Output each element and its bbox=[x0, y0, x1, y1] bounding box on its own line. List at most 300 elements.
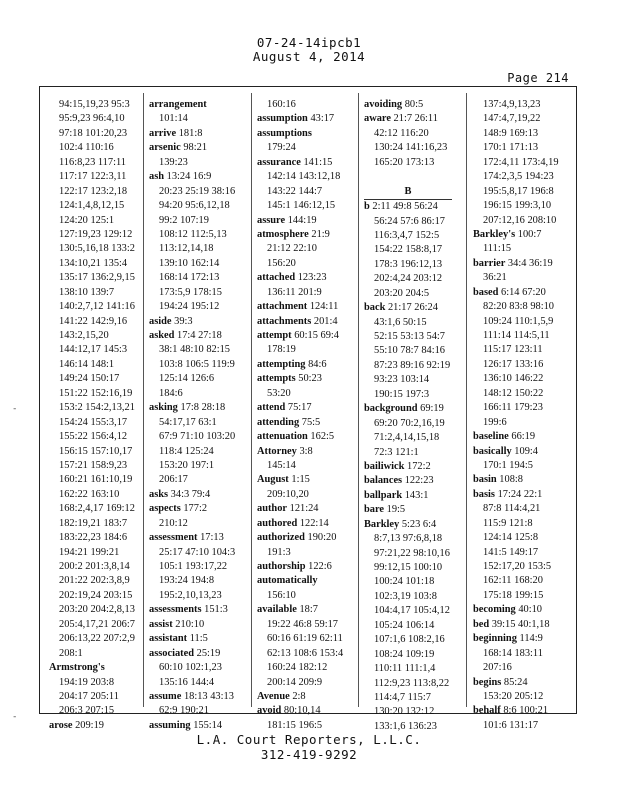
index-term: avoid bbox=[257, 705, 282, 717]
page-line-references: 172:2 bbox=[407, 460, 431, 472]
index-line bbox=[364, 575, 452, 589]
page-line-references: 104:4,17 105:4,12 bbox=[374, 605, 450, 617]
page-line-references: 71:2,4,14,15,18 bbox=[374, 432, 440, 444]
page-line-references: 113:12,14,18 bbox=[159, 243, 214, 255]
index-line bbox=[364, 619, 452, 633]
index-line bbox=[257, 170, 343, 184]
page-line-references: 116:8,23 117:11 bbox=[59, 156, 126, 168]
index-term: available bbox=[257, 604, 297, 616]
reporter-phone: 312-419-9292 bbox=[260, 747, 358, 762]
page-line-references: 160:16 bbox=[267, 99, 296, 110]
page-line-references: 85:24 bbox=[503, 676, 528, 688]
index-line bbox=[149, 647, 235, 661]
page-line-references: 94:20 95:6,12,18 bbox=[159, 200, 230, 212]
index-line bbox=[364, 431, 452, 445]
index-line bbox=[257, 704, 343, 718]
page-line-references: 111:15 bbox=[483, 243, 512, 255]
page-line-references: 148:9 169:13 bbox=[483, 127, 539, 139]
index-line bbox=[473, 214, 559, 228]
page-line-references: 97:18 101:20,23 bbox=[59, 127, 128, 139]
index-line bbox=[257, 242, 343, 256]
page-line-references: 42:12 116:20 bbox=[374, 127, 429, 139]
index-term: basin bbox=[473, 474, 497, 486]
page-line-references: 110:11 111:1,4 bbox=[374, 663, 436, 675]
index-line bbox=[257, 387, 343, 401]
index-line bbox=[149, 156, 235, 170]
page-line-references: 107:1,6 108:2,16 bbox=[374, 634, 445, 646]
page-line-references: 93:23 103:14 bbox=[374, 374, 430, 386]
page-line-references: 203:20 204:5 bbox=[374, 287, 430, 299]
index-line bbox=[49, 574, 135, 588]
page-line-references: 156:10 bbox=[267, 589, 296, 601]
index-line bbox=[49, 170, 135, 184]
index-line bbox=[257, 445, 343, 459]
page-line-references: 66:19 bbox=[511, 431, 536, 443]
index-line bbox=[473, 473, 559, 487]
page-line-references: 103:8 106:5 119:9 bbox=[159, 358, 235, 370]
page-line-references: 206:17 bbox=[159, 474, 188, 486]
page-line-references: 69:20 70:2,16,19 bbox=[374, 417, 445, 429]
page-line-references: 124:14 125:8 bbox=[483, 532, 539, 544]
page-line-references: 203:20 204:2,8,13 bbox=[59, 604, 135, 616]
index-line bbox=[149, 676, 235, 690]
index-line bbox=[149, 704, 235, 718]
index-term: arsenic bbox=[149, 142, 181, 154]
index-line bbox=[473, 517, 559, 531]
index-line bbox=[149, 141, 235, 155]
index-line bbox=[364, 112, 452, 126]
index-line bbox=[149, 618, 235, 632]
page-line-references: 67:9 71:10 103:20 bbox=[159, 431, 236, 443]
page-line-references: 209:19 bbox=[75, 719, 104, 731]
index-line bbox=[149, 690, 235, 704]
page-line-references: 201:22 202:3,8,9 bbox=[59, 575, 130, 587]
index-line bbox=[473, 156, 559, 170]
index-line bbox=[49, 430, 135, 444]
index-line bbox=[257, 574, 343, 588]
page-line-references: 153:20 205:12 bbox=[483, 690, 544, 702]
index-term: back bbox=[364, 302, 386, 314]
page-line-references: 108:12 112:5,13 bbox=[159, 228, 227, 240]
page-line-references: 19:5 bbox=[386, 504, 406, 516]
page-line-references: 115:17 123:11 bbox=[483, 344, 543, 356]
page-line-references: 121:24 bbox=[289, 503, 319, 515]
index-line bbox=[49, 372, 135, 386]
page-line-references: 108:24 109:19 bbox=[374, 648, 435, 660]
index-line bbox=[149, 185, 235, 199]
index-line bbox=[257, 315, 343, 329]
page-line-references: 126:17 133:16 bbox=[483, 358, 544, 370]
page-line-references: 135:16 144:4 bbox=[159, 676, 215, 688]
index-line bbox=[364, 460, 452, 474]
index-line bbox=[149, 574, 235, 588]
index-line bbox=[473, 127, 559, 141]
index-line bbox=[49, 531, 135, 545]
index-line bbox=[364, 547, 452, 561]
scan-mark: - bbox=[12, 712, 18, 722]
page-line-references: 62:13 108:6 153:4 bbox=[267, 647, 344, 659]
index-term: baseline bbox=[473, 431, 509, 443]
index-line bbox=[257, 430, 343, 444]
index-term: assuming bbox=[149, 719, 191, 731]
index-term: arrive bbox=[149, 127, 177, 139]
page-line-references: 122:23 bbox=[404, 475, 434, 487]
page-line-references: 60:15 69:4 bbox=[294, 330, 339, 341]
page-line-references: 160:21 161:10,19 bbox=[59, 474, 133, 486]
column-divider bbox=[466, 93, 467, 707]
page-line-references: 52:15 53:13 54:7 bbox=[374, 331, 446, 342]
page-line-references: 122:6 bbox=[308, 561, 332, 572]
page-line-references: 80:5 bbox=[404, 99, 424, 110]
index-term: assure bbox=[257, 214, 286, 226]
index-line bbox=[257, 560, 343, 574]
index-line bbox=[257, 473, 343, 487]
page-line-references: 21:9 bbox=[311, 228, 330, 240]
page-line-references: 145:14 bbox=[267, 459, 296, 471]
page-line-references: 17:24 22:1 bbox=[497, 488, 543, 500]
index-line bbox=[257, 141, 343, 155]
index-line bbox=[49, 98, 135, 112]
index-line bbox=[257, 257, 343, 271]
page-line-references: 116:3,4,7 152:5 bbox=[374, 229, 440, 241]
page-line-references: 100:7 bbox=[517, 228, 542, 240]
index-line bbox=[364, 590, 452, 604]
index-term: attachment bbox=[257, 301, 308, 313]
index-line bbox=[49, 141, 135, 155]
index-line bbox=[473, 445, 559, 459]
index-line bbox=[49, 603, 135, 617]
index-line bbox=[364, 705, 452, 719]
index-line bbox=[364, 677, 452, 691]
page-line-references: 101:14 bbox=[159, 113, 188, 125]
page-line-references: 136:10 146:22 bbox=[483, 373, 544, 385]
index-term: atmosphere bbox=[257, 228, 309, 240]
page-line-references: 2:8 bbox=[292, 690, 306, 702]
page-line-references: 124:1,4,8,12,15 bbox=[59, 200, 125, 212]
index-line bbox=[149, 257, 235, 271]
index-table bbox=[39, 86, 577, 732]
index-term: beginning bbox=[473, 633, 517, 645]
index-line bbox=[257, 531, 343, 545]
index-line bbox=[473, 661, 559, 675]
index-line bbox=[149, 560, 235, 574]
page-line-references: 137:4,9,13,23 bbox=[483, 99, 541, 110]
index-line bbox=[149, 531, 235, 545]
index-term: attend bbox=[257, 402, 286, 414]
column-divider bbox=[251, 93, 252, 707]
page-line-references: 21:7 26:11 bbox=[393, 113, 438, 125]
page-line-references: 54:17,17 63:1 bbox=[159, 416, 217, 428]
page-line-references: 97:21,22 98:10,16 bbox=[374, 547, 450, 559]
index-line bbox=[49, 647, 135, 661]
page-line-references: 207:12,16 208:10 bbox=[483, 214, 557, 226]
index-line bbox=[257, 647, 343, 661]
page-line-references: 94:15,19,23 95:3 bbox=[59, 99, 130, 110]
page-line-references: 101:6 131:17 bbox=[483, 719, 539, 731]
index-line bbox=[257, 343, 343, 357]
page-line-references: 178:3 196:12,13 bbox=[374, 258, 443, 270]
index-line bbox=[473, 430, 559, 444]
page-line-references: 98:21 bbox=[183, 142, 208, 154]
page-line-references: 144:19 bbox=[287, 214, 317, 226]
page-line-references: 18:7 bbox=[299, 604, 318, 616]
index-line bbox=[149, 632, 235, 646]
page-line-references: 134:10,21 135:4 bbox=[59, 257, 128, 269]
index-line bbox=[257, 661, 343, 675]
page-line-references: 8:6 100:21 bbox=[503, 705, 549, 717]
index-line bbox=[49, 416, 135, 430]
page-line-references: 1:15 bbox=[291, 474, 310, 486]
page-line-references: 154:24 155:3,17 bbox=[59, 416, 128, 428]
index-line bbox=[257, 214, 343, 228]
page-line-references: 144:12,17 145:3 bbox=[59, 344, 128, 356]
index-line bbox=[257, 632, 343, 646]
page-line-references: 102:3,19 103:8 bbox=[374, 590, 437, 602]
index-line bbox=[49, 502, 135, 516]
index-line bbox=[49, 286, 135, 300]
index-line bbox=[257, 156, 343, 170]
page-line-references: 140:2,7,12 141:16 bbox=[59, 301, 135, 313]
index-line bbox=[364, 287, 452, 301]
page-line-references: 130:5,16,18 133:2 bbox=[59, 243, 135, 255]
index-term: begins bbox=[473, 676, 502, 688]
page-line-references: 111:14 114:5,11 bbox=[483, 330, 550, 341]
index-line bbox=[364, 633, 452, 647]
page-line-references: 155:22 156:4,12 bbox=[59, 431, 128, 443]
index-line bbox=[364, 532, 452, 546]
index-line bbox=[149, 372, 235, 386]
index-term: attachments bbox=[257, 315, 312, 327]
page-line-references: 135:17 136:2,9,15 bbox=[59, 272, 135, 284]
index-term: assumption bbox=[257, 113, 308, 125]
page-line-references: 39:3 bbox=[174, 315, 193, 327]
index-line bbox=[364, 258, 452, 272]
reporter-company: L.A. Court Reporters, L.L.C. bbox=[196, 732, 422, 747]
page-line-references: 11:5 bbox=[189, 633, 208, 645]
scan-mark: - bbox=[12, 404, 18, 414]
index-line bbox=[257, 502, 343, 516]
page-line-references: 145:1 146:12,15 bbox=[267, 200, 336, 212]
page-line-references: 43:1,6 50:15 bbox=[374, 316, 427, 328]
page-line-references: 34:4 36:19 bbox=[507, 257, 553, 269]
index-line bbox=[149, 358, 235, 372]
index-line bbox=[257, 546, 343, 560]
index-line bbox=[364, 402, 452, 416]
index-term: ballpark bbox=[364, 489, 403, 501]
index-line bbox=[473, 632, 559, 646]
index-term: barrier bbox=[473, 257, 506, 269]
index-line bbox=[49, 358, 135, 372]
index-line bbox=[473, 704, 559, 718]
index-term: arrangement bbox=[149, 99, 207, 110]
page-line-references: 34:3 79:4 bbox=[170, 488, 211, 500]
page-line-references: 149:24 150:17 bbox=[59, 373, 120, 385]
page-line-references: 151:3 bbox=[204, 604, 228, 616]
page-line-references: 156:15 157:10,17 bbox=[59, 445, 133, 457]
page-line-references: 72:3 121:1 bbox=[374, 446, 419, 458]
page-line-references: 193:24 194:8 bbox=[159, 575, 215, 587]
page-line-references: 130:24 141:16,23 bbox=[374, 142, 448, 154]
page-line-references: 133:1,6 136:23 bbox=[374, 720, 437, 732]
index-line bbox=[49, 315, 135, 329]
column-divider bbox=[358, 93, 359, 707]
page-line-references: 105:1 193:17,22 bbox=[159, 561, 228, 572]
index-line bbox=[473, 690, 559, 704]
index-line bbox=[49, 127, 135, 141]
index-term: asked bbox=[149, 330, 175, 341]
index-term: associated bbox=[149, 647, 195, 659]
index-line bbox=[49, 329, 135, 343]
page-line-references: 139:23 bbox=[159, 156, 188, 168]
index-line bbox=[49, 445, 135, 459]
page-line-references: 204:17 205:11 bbox=[59, 690, 119, 702]
page-line-references: 109:24 110:1,5,9 bbox=[483, 315, 554, 327]
index-line bbox=[473, 112, 559, 126]
page-line-references: 39:15 40:1,18 bbox=[491, 618, 550, 630]
index-term: attempting bbox=[257, 358, 306, 370]
index-line bbox=[473, 488, 559, 502]
index-term: aside bbox=[149, 315, 172, 327]
page-line-references: 55:10 78:7 84:16 bbox=[374, 345, 446, 357]
index-term: aspects bbox=[149, 503, 181, 515]
index-line bbox=[257, 112, 343, 126]
index-line bbox=[49, 156, 135, 170]
index-line bbox=[257, 199, 343, 213]
index-line bbox=[149, 502, 235, 516]
index-line bbox=[473, 618, 559, 632]
index-line bbox=[364, 229, 452, 243]
index-column-5 bbox=[473, 98, 559, 733]
page-line-references: 84:6 bbox=[308, 358, 327, 370]
index-line bbox=[49, 228, 135, 242]
page-line-references: 142:14 143:12,18 bbox=[267, 171, 341, 183]
index-line bbox=[473, 560, 559, 574]
page-line-references: 115:9 121:8 bbox=[483, 517, 533, 529]
page-line-references: 208:1 bbox=[59, 647, 83, 659]
page-line-references: 125:14 126:6 bbox=[159, 373, 215, 385]
index-term: attempts bbox=[257, 373, 296, 385]
index-term: avoiding bbox=[364, 99, 403, 110]
index-line bbox=[149, 517, 235, 531]
job-number: 07-24-14ipcb1 bbox=[256, 35, 362, 50]
index-line bbox=[49, 690, 135, 704]
index-term: assurance bbox=[257, 156, 301, 168]
page-line-references: 122:14 bbox=[299, 517, 329, 529]
page-line-references: 172:4,11 173:4,19 bbox=[483, 156, 559, 168]
index-term: basis bbox=[473, 488, 495, 500]
page-line-references: 109:4 bbox=[514, 445, 538, 457]
page-line-references: 138:10 139:7 bbox=[59, 286, 115, 298]
index-line bbox=[473, 329, 559, 343]
index-term: assume bbox=[149, 690, 182, 702]
page-line-references: 2:11 49:8 56:24 bbox=[372, 201, 438, 213]
page-line-references: 162:5 bbox=[310, 431, 335, 443]
index-line bbox=[149, 445, 235, 459]
page-line-references: 210:10 bbox=[175, 618, 205, 630]
section-letter: B bbox=[404, 185, 412, 197]
index-term: asks bbox=[149, 488, 169, 500]
page-line-references: 6:14 67:20 bbox=[501, 286, 546, 298]
page-line-references: 114:9 bbox=[519, 633, 543, 645]
page-line-references: 170:1 171:13 bbox=[483, 142, 539, 154]
document-header bbox=[0, 36, 618, 64]
page-line-references: 122:17 123:2,18 bbox=[59, 185, 128, 197]
page-line-references: 43:17 bbox=[310, 113, 335, 125]
page-line-references: 190:15 197:3 bbox=[374, 388, 430, 400]
index-line bbox=[257, 286, 343, 300]
index-line bbox=[364, 417, 452, 431]
page-line-references: 95:9,23 96:4,10 bbox=[59, 113, 125, 125]
index-line bbox=[49, 185, 135, 199]
index-section-header bbox=[364, 185, 452, 200]
index-line bbox=[473, 199, 559, 213]
index-line bbox=[364, 156, 452, 170]
page-line-references: 174:2,3,5 194:23 bbox=[483, 171, 554, 183]
index-line bbox=[149, 473, 235, 487]
page-line-references: 141:5 149:17 bbox=[483, 546, 539, 558]
page-line-references: 179:24 bbox=[267, 142, 296, 154]
index-line bbox=[149, 315, 235, 329]
index-line bbox=[473, 141, 559, 155]
index-term: background bbox=[364, 403, 418, 415]
page-line-references: 36:21 bbox=[483, 272, 507, 284]
index-line bbox=[364, 474, 452, 488]
page-line-references: 151:22 152:16,19 bbox=[59, 387, 133, 399]
page-line-references: 146:14 148:1 bbox=[59, 358, 115, 370]
page-line-references: 206:3 207:15 bbox=[59, 705, 115, 717]
page-line-references: 87:23 89:16 92:19 bbox=[374, 359, 451, 371]
index-term: asking bbox=[149, 402, 178, 414]
index-line bbox=[473, 372, 559, 386]
index-term: Avenue bbox=[257, 690, 290, 702]
index-line bbox=[49, 676, 135, 690]
index-line bbox=[473, 257, 559, 271]
page-line-references: 147:4,7,19,22 bbox=[483, 113, 541, 125]
deposition-date: August 4, 2014 bbox=[252, 49, 366, 64]
page-line-references: 20:23 25:19 38:16 bbox=[159, 185, 236, 197]
page-line-references: 173:5,9 178:15 bbox=[159, 286, 222, 298]
index-line bbox=[149, 127, 235, 141]
page-line-references: 8:7,13 97:6,8,18 bbox=[374, 533, 443, 545]
page-line-references: 69:19 bbox=[420, 403, 444, 415]
page-line-references: 209:10,20 bbox=[267, 488, 309, 500]
index-line bbox=[364, 388, 452, 402]
page-line-references: 202:4,24 203:12 bbox=[374, 273, 443, 285]
index-line bbox=[149, 488, 235, 502]
index-line bbox=[473, 358, 559, 372]
page-line-references: 196:15 199:3,10 bbox=[483, 200, 552, 212]
index-line bbox=[364, 301, 452, 315]
index-line bbox=[257, 676, 343, 690]
index-line bbox=[364, 503, 452, 517]
index-line bbox=[149, 228, 235, 242]
index-column-1 bbox=[49, 98, 135, 733]
index-line bbox=[364, 446, 452, 460]
page-line-references: 155:14 bbox=[193, 719, 223, 731]
index-term: attempt bbox=[257, 330, 292, 341]
index-line bbox=[473, 271, 559, 285]
index-line bbox=[149, 242, 235, 256]
page-line-references: 143:2,15,20 bbox=[59, 330, 109, 341]
index-term: basically bbox=[473, 445, 512, 457]
page-line-references: 19:22 46:8 59:17 bbox=[267, 618, 339, 630]
page-line-references: 40:10 bbox=[518, 604, 542, 616]
index-line bbox=[364, 243, 452, 257]
page-line-references: 195:2,10,13,23 bbox=[159, 589, 222, 601]
index-line bbox=[257, 185, 343, 199]
index-line bbox=[364, 316, 452, 330]
index-line bbox=[473, 170, 559, 184]
